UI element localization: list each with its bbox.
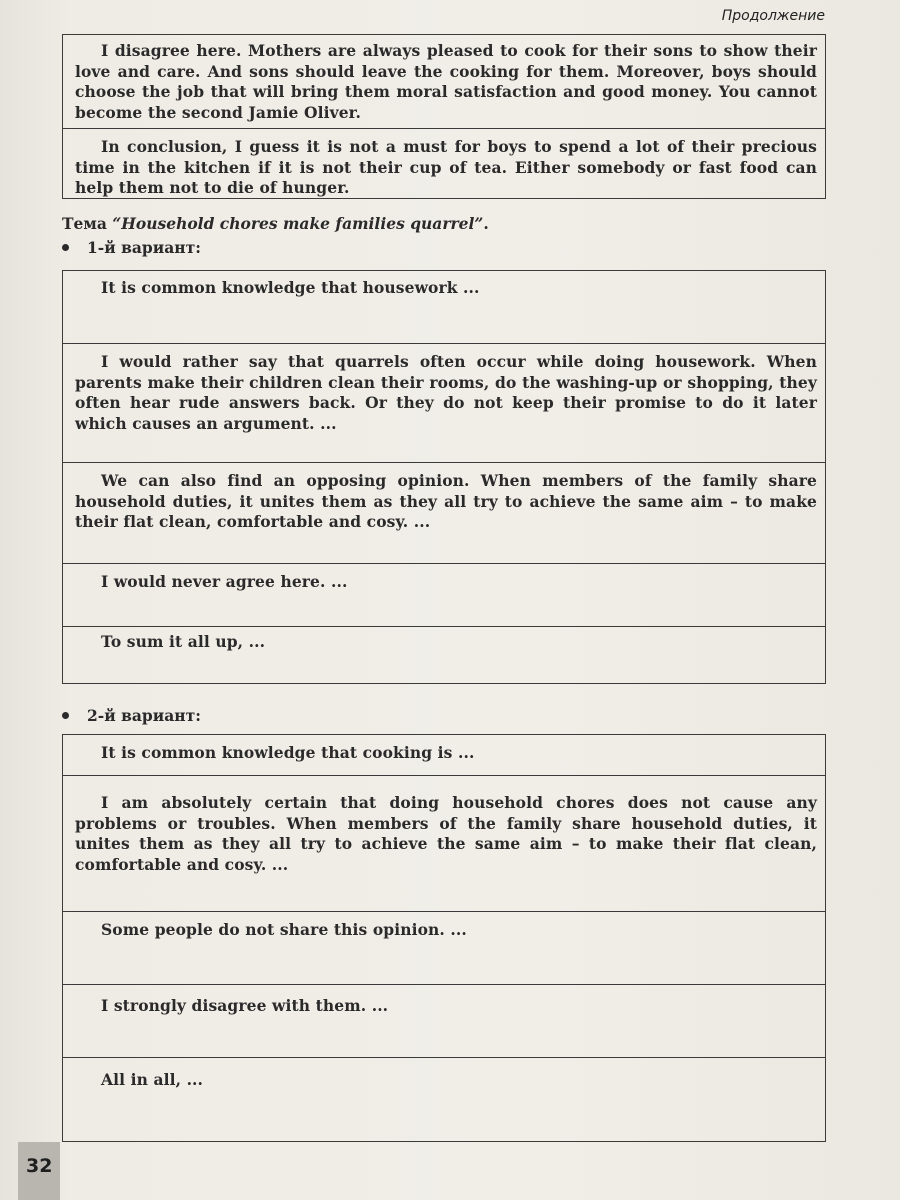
topic-title: “Household chores make families quarrel” (112, 214, 484, 233)
paragraph: We can also find an opposing opinion. When members of the family share household duties, it unites them as they all try to achieve the same aim – to make their flat clean, comfortable and cosy. ... (75, 471, 817, 531)
variant-1-label (62, 238, 201, 257)
variant-label-text: 2-й вариант: (87, 706, 201, 725)
paragraph: To sum it all up, ... (101, 632, 266, 651)
bullet-icon (62, 244, 69, 251)
variant-1-box (62, 270, 826, 684)
paragraph: Some people do not share this opinion. ... (101, 920, 467, 939)
topic-prefix: Тема (62, 214, 107, 233)
variant-2-box (62, 734, 826, 1142)
bullet-icon (62, 712, 69, 719)
paragraph: I strongly disagree with them. ... (101, 996, 389, 1015)
text-cell (63, 462, 825, 563)
continuation-box (62, 34, 826, 199)
variant-label-text: 1-й вариант: (87, 238, 201, 257)
text-cell (63, 984, 825, 1057)
continued-label: Продолжение (721, 8, 825, 24)
paragraph: It is common knowledge that cooking is ... (101, 743, 475, 762)
paragraph: All in all, ... (101, 1070, 204, 1089)
topic-suffix: . (483, 214, 489, 233)
text-cell (63, 775, 825, 911)
paragraph: I am absolutely certain that doing household chores does not cause any problems or troubles. When members of the family share household duties, it unites them as they all try to achieve the same aim – to make their flat clean, comfortable and cosy. ... (75, 793, 817, 874)
text-cell (63, 343, 825, 462)
topic-heading (62, 214, 489, 233)
paragraph: It is common knowledge that housework ... (101, 278, 480, 297)
text-cell (63, 1057, 825, 1141)
text-cell (63, 35, 825, 128)
paragraph: I disagree here. Mothers are always pleased to cook for their sons to show their love and care. And sons should leave the cooking for them. Moreover, boys should choose the job that will bring them moral satisfaction and good money. You cannot become the second Jamie Oliver. (75, 41, 817, 122)
text-cell (63, 626, 825, 683)
text-cell (63, 563, 825, 626)
paragraph: I would never agree here. ... (101, 572, 348, 591)
text-cell (63, 128, 825, 198)
text-cell (63, 911, 825, 984)
paragraph: I would rather say that quarrels often occur while doing housework. When parents make their children clean their rooms, do the washing-up or shopping, they often hear rude answers back. Or they do not keep their promise to do it later which causes an argument. ... (75, 352, 817, 433)
text-cell (63, 271, 825, 343)
page-number: 32 (26, 1155, 53, 1177)
text-cell (63, 735, 825, 775)
paragraph: In conclusion, I guess it is not a must for boys to spend a lot of their precious time in the kitchen if it is not their cup of tea. Either somebody or fast food can help them not to die of hunger. (75, 137, 817, 197)
variant-2-label (62, 706, 201, 725)
